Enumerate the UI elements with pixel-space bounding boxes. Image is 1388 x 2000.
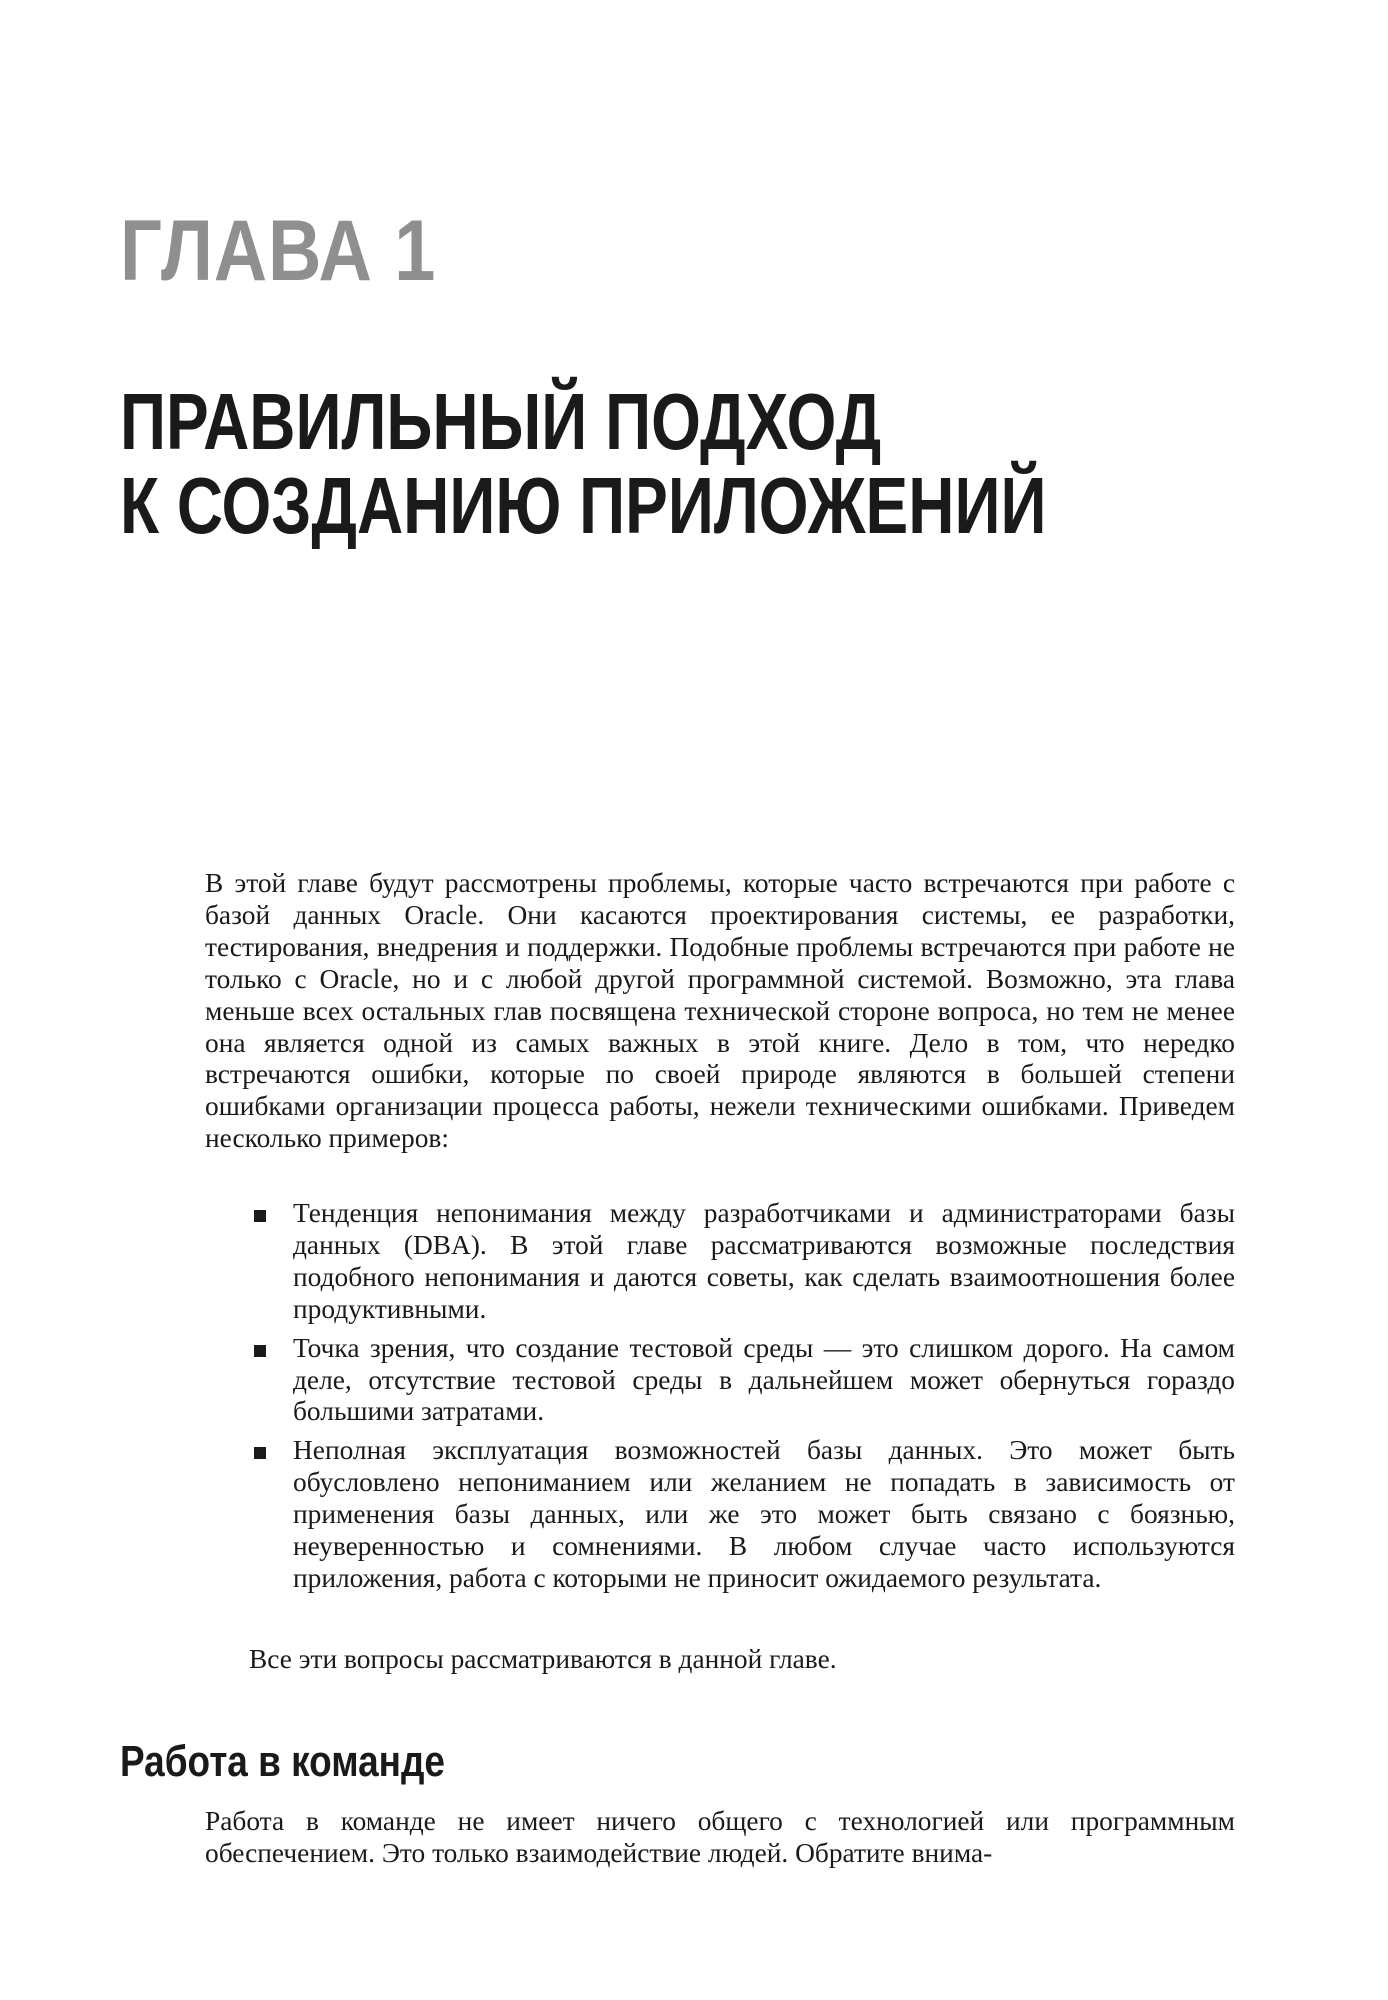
bullet-list [205,1198,1235,1602]
bullet-item-2 [205,1333,1235,1429]
closing-sentence: Все эти вопросы рассматриваются в данной главе. [249,1644,837,1674]
bullet-square-icon [254,1447,266,1459]
bullet-text-3: Неполная эксплуатация возможностей базы данных. Это может быть обусловлено непониманием или желанием не попадать в зависимость от применения базы данных, или же это может быть связано с боязнью, неуверенностью и сомнениями. В любом случае часто используются приложения, работа с которыми не приносит ожидаемого результата. [293,1435,1235,1593]
chapter-title-line-2: К СОЗДАНИЮ ПРИЛОЖЕНИЙ [120,461,1047,550]
chapter-title-line-1: ПРАВИЛЬНЫЙ ПОДХОД [120,377,882,466]
bullet-text-2: Точка зрения, что создание тестовой среды — это слишком дорого. На самом деле, отсутствие тестовой среды в дальнейшем может обернуться гораздо большими затратами. [293,1332,1235,1427]
section-paragraph: Работа в команде не имеет ничего общего с технологией или программным обеспечением. Это только взаимодействие людей. Обратите внима- [205,1806,1235,1868]
bullet-item-1 [205,1198,1235,1326]
bullet-item-3 [205,1435,1235,1595]
chapter-label: ГЛАВА 1 [120,203,437,299]
chapter-title [120,377,1047,550]
bullet-text-1: Тенденция непонимания между разработчиками и администраторами базы данных (DBA). В этой главе рассматриваются возможные последствия подобного непонимания и даются советы, как сделать взаимоотношения более продуктивными. [293,1198,1235,1324]
intro-paragraph: В этой главе будут рассмотрены проблемы, которые часто встречаются при работе с базой данных Oracle. Они касаются проектирования системы, ее разработки, тестирования, внедрения и поддержки. Подобные проблемы встречаются при работе не только с Oracle, но и с любой другой программной системой. Возможно, эта глава меньше всех остальных глав посвящена технической стороне вопроса, но тем не менее она является одной из самых важных в этой книге. Дело в том, что нередко встречаются ошибки, которые по своей природе являются в большей степени ошибками организации процесса работы, нежели техническими ошибками. Приведем несколько примеров: [205,868,1235,1154]
bullet-square-icon [254,1345,266,1357]
bullet-square-icon [254,1210,266,1222]
section-heading: Работа в команде [120,1737,445,1786]
